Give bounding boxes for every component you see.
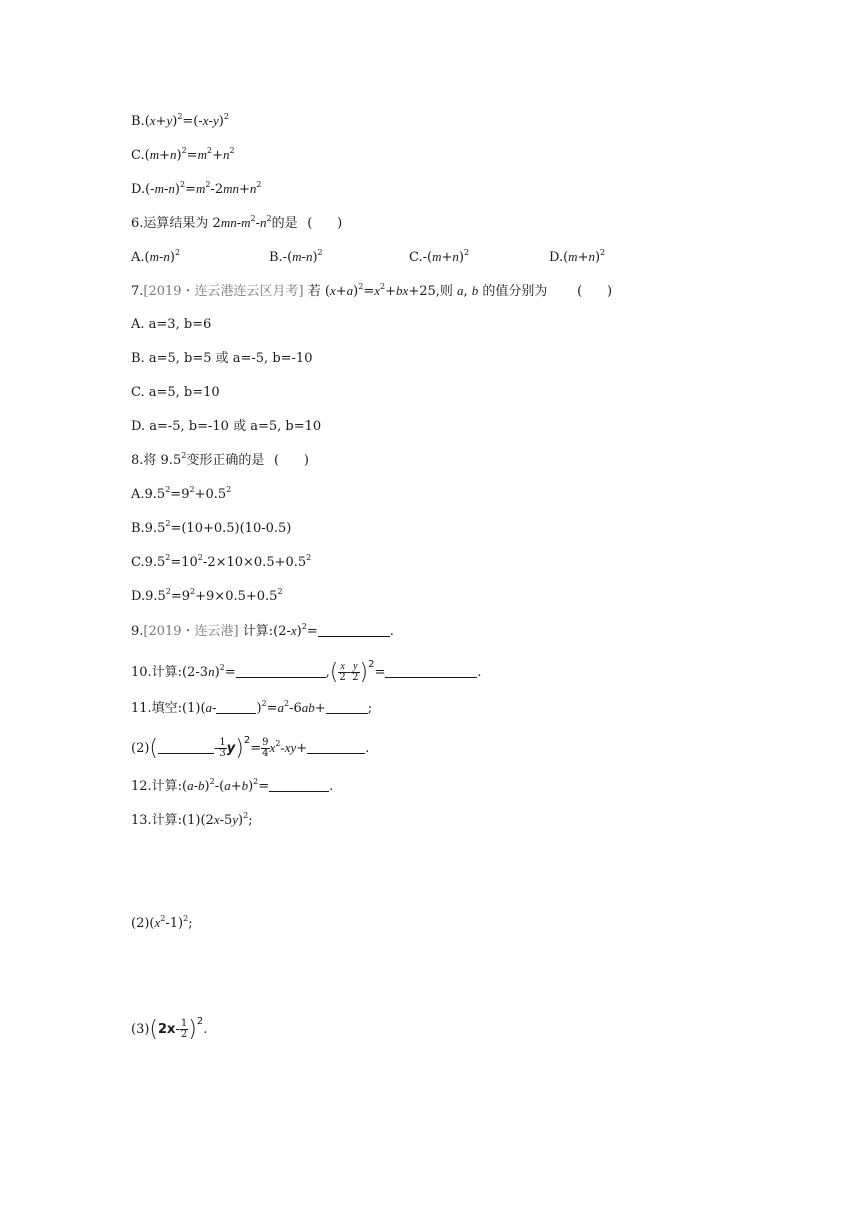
q12: 12.计算$:(a-b)^2-(a+b)^2=$ . — [131, 777, 334, 794]
q5-option-d: $D.(-m-n)^2=m^2-2mn+n^2$ — [131, 180, 262, 197]
q7-option-a[interactable]: A. a=3, b=6 — [131, 317, 212, 332]
answer-blank[interactable] — [216, 701, 256, 714]
q6-option-a[interactable]: $A.(m-n)^2$ — [131, 248, 181, 265]
left-paren-large: ( — [329, 660, 339, 685]
answer-blank[interactable] — [158, 741, 214, 754]
q7-option-c[interactable]: C. a=5, b=10 — [131, 385, 220, 400]
right-paren-large: ) — [188, 1017, 197, 1042]
q8-option-a[interactable]: $A.9.5^2=9^2+0.5^2$ — [131, 485, 232, 502]
answer-blank[interactable] — [307, 741, 365, 754]
fraction-x-over-2: $\frac{x}{2}$ — [339, 661, 346, 683]
q9: 9.[2019・连云港] 计算$:(2-x)^2=$ . — [131, 622, 394, 639]
q13-part2: $(2)(x^2-1)^2$; — [131, 914, 193, 931]
q8-stem: 8.将 $9.5^2$变形正确的是 ( ) — [131, 452, 314, 470]
answer-blank[interactable] — [326, 701, 368, 714]
q8-option-d[interactable]: $D.9.5^2=9^2+9\times 0.5+0.5^2$ — [131, 587, 283, 604]
q6-options — [131, 248, 605, 267]
fraction-y-over-2: $\frac{y}{2}$ — [352, 661, 359, 683]
q8-option-c[interactable]: $C.9.5^2=10^2-2\times 10\times 0.5+0.5^2$ — [131, 553, 312, 570]
q7-option-d[interactable]: D. a=-5, b=-10 或 a=5, b=10 — [131, 419, 322, 434]
source-tag: [2019・连云港] — [143, 624, 239, 639]
fraction-9-over-4: $\frac{9}{4}$ — [262, 737, 269, 759]
left-paren-large: ( — [149, 1017, 159, 1042]
q7-stem: 7.[2019・连云港连云区月考] 若 $(x+a)^2=x^2+bx+25$,则 a, b 的值分别为 ( ) — [131, 282, 618, 301]
right-paren-large: ) — [235, 736, 244, 761]
q8-option-b[interactable]: $B.9.5^2=(10+0.5)(10-0.5)$ — [131, 519, 292, 536]
fraction-1-over-2: $\frac{1}{2}$ — [180, 1018, 188, 1040]
answer-blank[interactable] — [318, 624, 390, 637]
q11-part2: (2)( - $\frac{1}{3}$ y)$^2$= $\frac{9}{4}$ $x^2-xy+$ . — [131, 735, 370, 761]
fraction-1-over-3: $\frac{1}{3}$ — [219, 737, 226, 759]
answer-blank[interactable] — [269, 779, 329, 792]
q11-part1: 11.填空:(1)(a- )$^2=a^2-6ab+$ ; — [131, 699, 373, 716]
q10: 10.计算$:(2-3n)^2=$ ,( $\frac{x}{2}$ - $\frac{y}{2}$ )$^2$= . — [131, 659, 482, 685]
q5-option-c: $C.(m+n)^2=m^2+n^2$ — [131, 146, 235, 163]
source-tag: [2019・连云港连云区月考] — [143, 284, 304, 299]
q6-option-d[interactable]: $D.(m+n)^2$ — [549, 248, 606, 265]
answer-parentheses[interactable]: ( ) — [307, 216, 343, 231]
q6-option-b[interactable]: $B.-(m-n)^2$ — [269, 248, 323, 265]
answer-blank[interactable] — [236, 665, 326, 678]
answer-blank[interactable] — [385, 665, 477, 678]
q13-part1: 13.计算$:(1)(2x-5y)^2$; — [131, 811, 253, 828]
q5-option-b: $B.(x+y)^2=(-x-y)^2$ — [131, 112, 229, 129]
answer-parentheses[interactable]: ( ) — [274, 453, 309, 468]
q13-part3: (3)(2x- $\frac{1}{2}$ )$^2$. — [131, 1016, 208, 1042]
answer-parentheses[interactable]: ( ) — [577, 284, 613, 299]
q6-option-c[interactable]: $C.-(m+n)^2$ — [409, 248, 470, 265]
left-paren-large: ( — [149, 736, 159, 761]
right-paren-large: ) — [359, 660, 369, 685]
q7-option-b[interactable]: B. a=5, b=5 或 a=-5, b=-10 — [131, 351, 313, 366]
q6-stem: 6.运算结果为 $2mn-m^2-n^2$的是 ( ) — [131, 214, 348, 233]
